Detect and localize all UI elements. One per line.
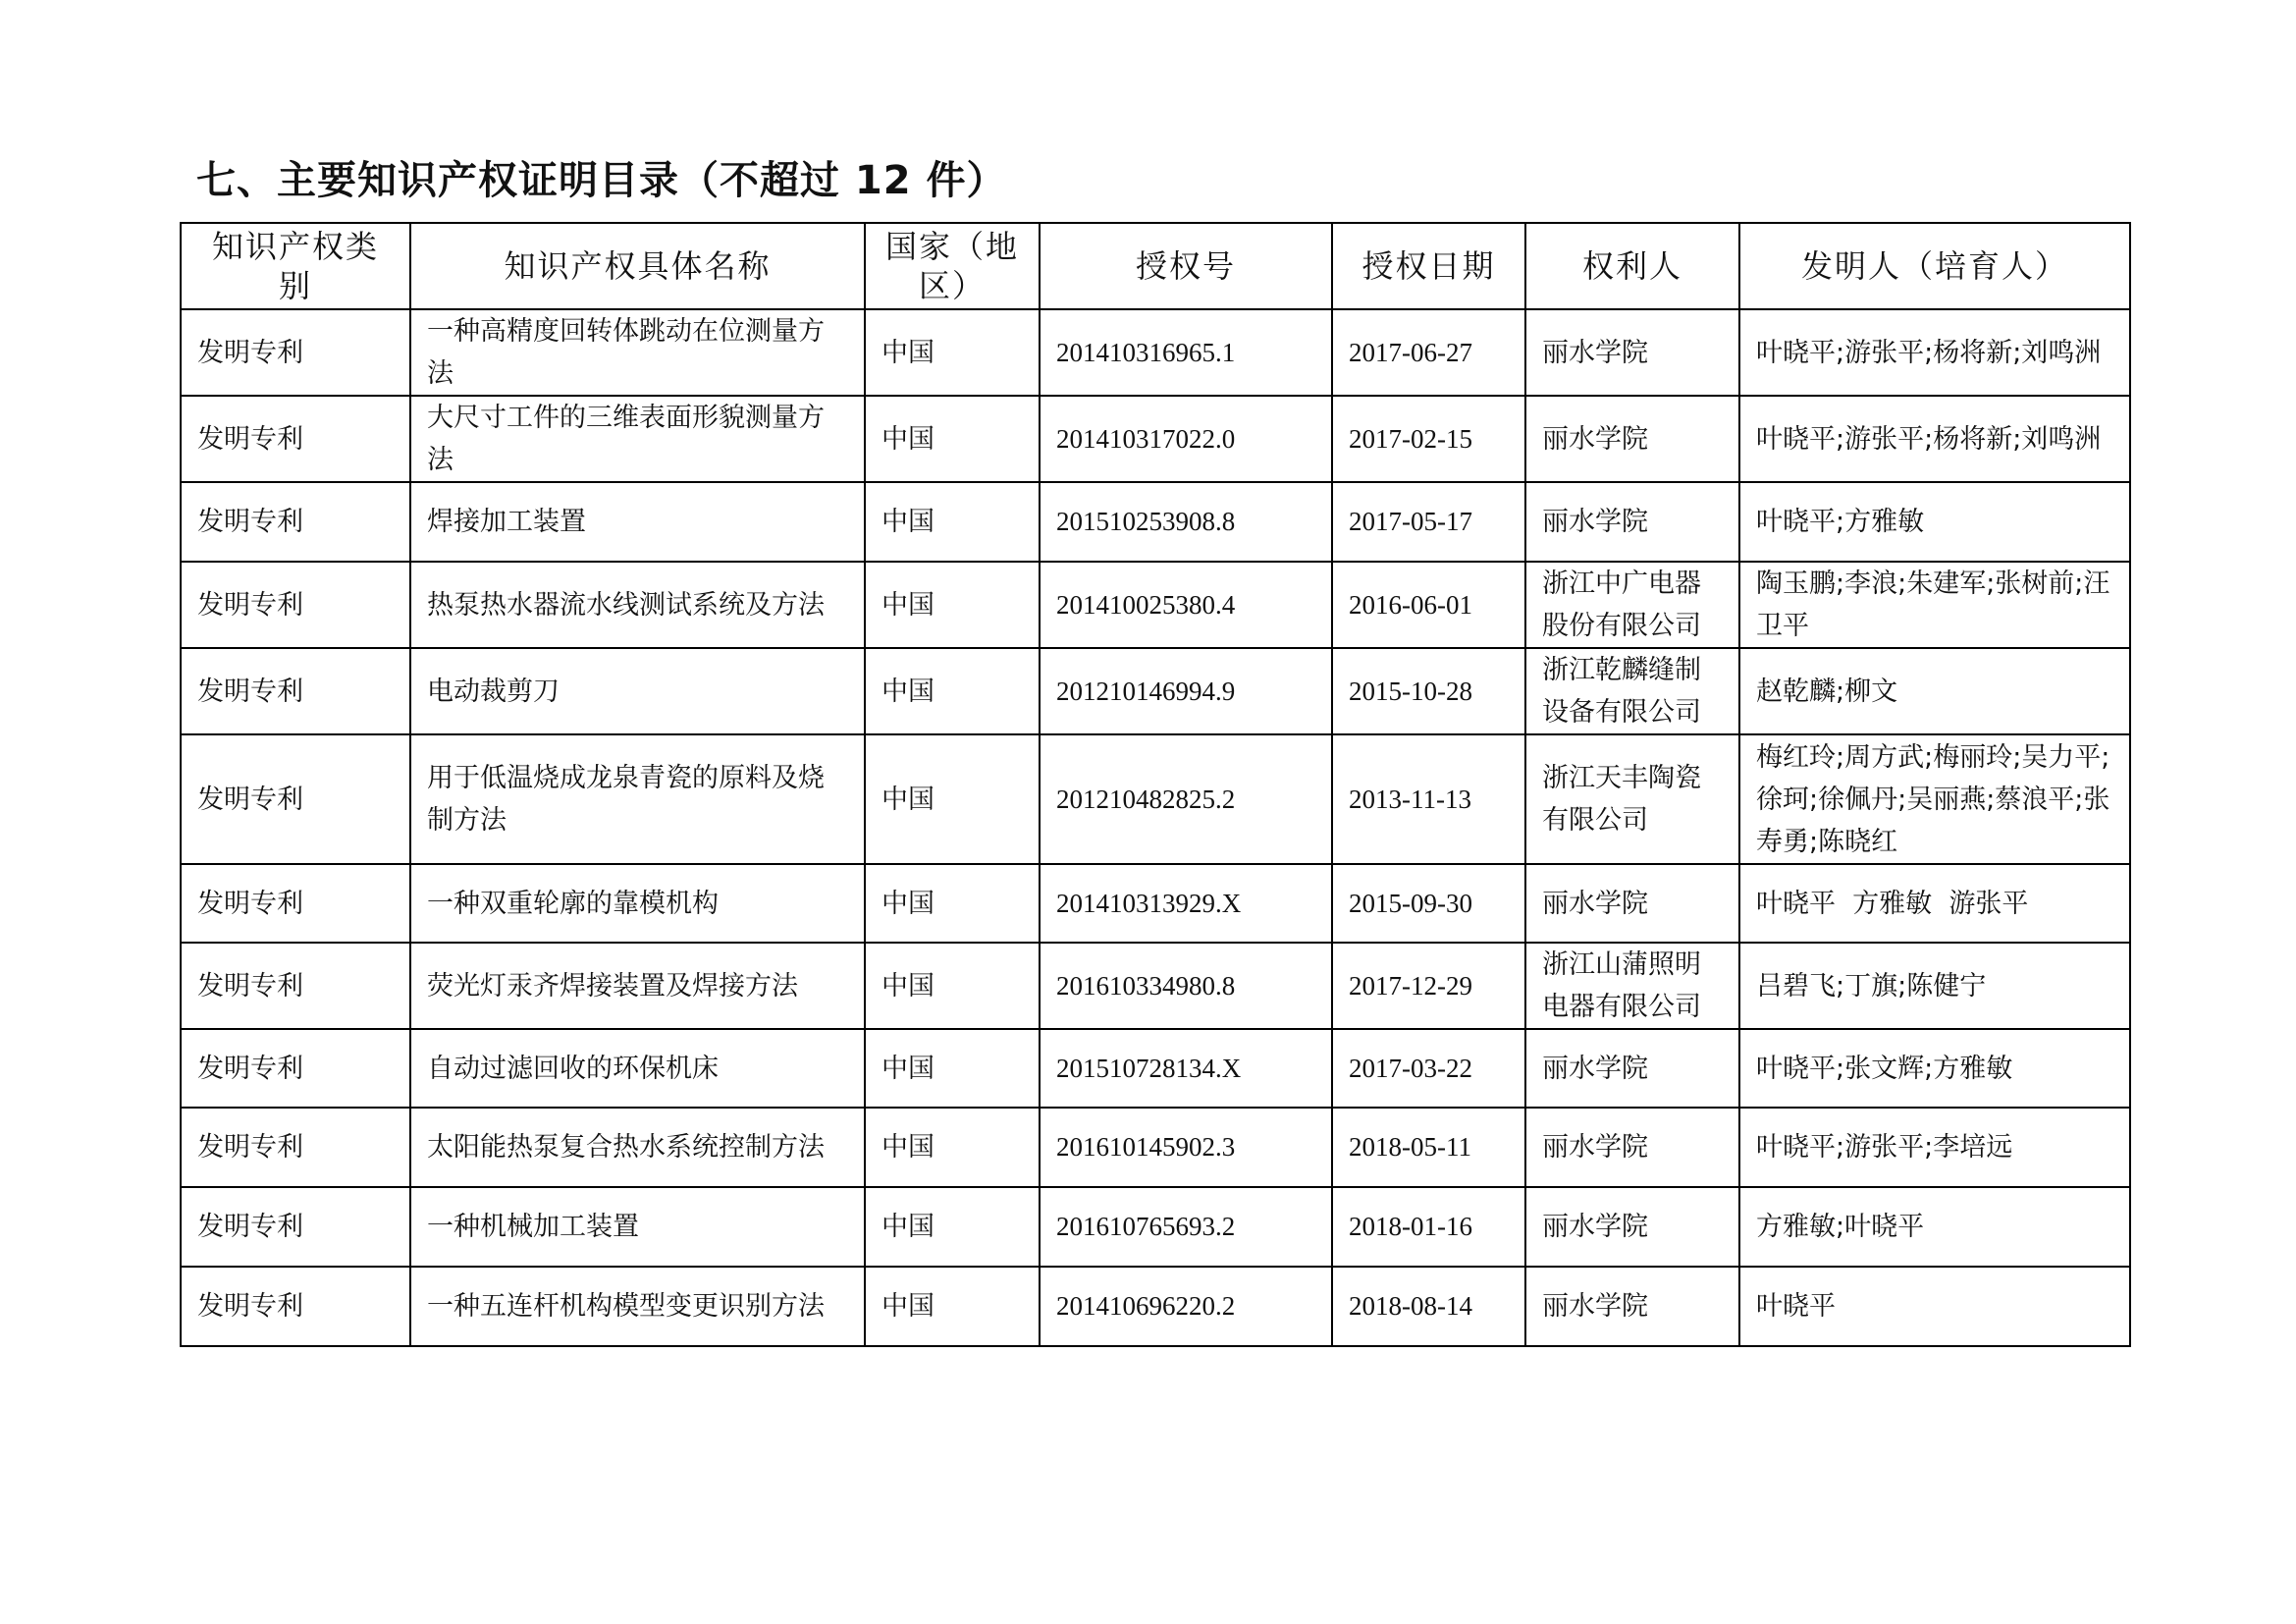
cell-holder: 丽水学院 bbox=[1525, 1108, 1739, 1187]
header-type: 知识产权类别 bbox=[181, 223, 410, 309]
cell-holder: 丽水学院 bbox=[1525, 1187, 1739, 1267]
table-row bbox=[181, 396, 2130, 482]
cell-holder: 浙江天丰陶瓷有限公司 bbox=[1525, 734, 1739, 864]
cell-holder: 浙江中广电器股份有限公司 bbox=[1525, 562, 1739, 648]
cell-inventors: 叶晓平;游张平;杨将新;刘鸣洲 bbox=[1739, 396, 2130, 482]
cell-inventors: 梅红玲;周方武;梅丽玲;吴力平;徐珂;徐佩丹;吴丽燕;蔡浪平;张寿勇;陈晓红 bbox=[1739, 734, 2130, 864]
cell-country: 中国 bbox=[865, 482, 1040, 562]
header-number: 授权号 bbox=[1040, 223, 1332, 309]
table-row bbox=[181, 482, 2130, 562]
cell-country: 中国 bbox=[865, 1108, 1040, 1187]
cell-type: 发明专利 bbox=[181, 943, 410, 1029]
header-holder: 权利人 bbox=[1525, 223, 1739, 309]
cell-country: 中国 bbox=[865, 734, 1040, 864]
cell-inventors: 赵乾麟;柳文 bbox=[1739, 648, 2130, 734]
cell-country: 中国 bbox=[865, 1187, 1040, 1267]
cell-holder: 丽水学院 bbox=[1525, 482, 1739, 562]
cell-number: 201410696220.2 bbox=[1040, 1267, 1332, 1346]
ip-table bbox=[180, 222, 2131, 1347]
cell-holder: 丽水学院 bbox=[1525, 864, 1739, 943]
cell-date: 2017-05-17 bbox=[1332, 482, 1525, 562]
cell-number: 201410316965.1 bbox=[1040, 309, 1332, 396]
table-row bbox=[181, 309, 2130, 396]
cell-number: 201610765693.2 bbox=[1040, 1187, 1332, 1267]
cell-country: 中国 bbox=[865, 396, 1040, 482]
table-header bbox=[181, 223, 2130, 309]
cell-inventors: 叶晓平;游张平;杨将新;刘鸣洲 bbox=[1739, 309, 2130, 396]
cell-number: 201410317022.0 bbox=[1040, 396, 1332, 482]
cell-type: 发明专利 bbox=[181, 734, 410, 864]
cell-name: 电动裁剪刀 bbox=[410, 648, 865, 734]
cell-name: 热泵热水器流水线测试系统及方法 bbox=[410, 562, 865, 648]
table-row bbox=[181, 562, 2130, 648]
cell-country: 中国 bbox=[865, 943, 1040, 1029]
cell-name: 焊接加工装置 bbox=[410, 482, 865, 562]
table-row bbox=[181, 943, 2130, 1029]
cell-number: 201610334980.8 bbox=[1040, 943, 1332, 1029]
cell-inventors: 叶晓平;张文辉;方雅敏 bbox=[1739, 1029, 2130, 1108]
cell-name: 用于低温烧成龙泉青瓷的原料及烧制方法 bbox=[410, 734, 865, 864]
cell-name: 一种五连杆机构模型变更识别方法 bbox=[410, 1267, 865, 1346]
cell-name: 自动过滤回收的环保机床 bbox=[410, 1029, 865, 1108]
cell-name: 一种高精度回转体跳动在位测量方法 bbox=[410, 309, 865, 396]
table-row bbox=[181, 1187, 2130, 1267]
cell-country: 中国 bbox=[865, 562, 1040, 648]
cell-name: 大尺寸工件的三维表面形貌测量方法 bbox=[410, 396, 865, 482]
cell-country: 中国 bbox=[865, 864, 1040, 943]
cell-type: 发明专利 bbox=[181, 396, 410, 482]
cell-holder: 丽水学院 bbox=[1525, 309, 1739, 396]
cell-holder: 浙江乾麟缝制设备有限公司 bbox=[1525, 648, 1739, 734]
table-row bbox=[181, 864, 2130, 943]
table-row bbox=[181, 1267, 2130, 1346]
header-name: 知识产权具体名称 bbox=[410, 223, 865, 309]
cell-inventors: 方雅敏;叶晓平 bbox=[1739, 1187, 2130, 1267]
cell-country: 中国 bbox=[865, 1267, 1040, 1346]
cell-type: 发明专利 bbox=[181, 1187, 410, 1267]
cell-holder: 浙江山蒲照明电器有限公司 bbox=[1525, 943, 1739, 1029]
cell-type: 发明专利 bbox=[181, 482, 410, 562]
cell-type: 发明专利 bbox=[181, 1029, 410, 1108]
cell-date: 2017-12-29 bbox=[1332, 943, 1525, 1029]
cell-country: 中国 bbox=[865, 1029, 1040, 1108]
cell-type: 发明专利 bbox=[181, 648, 410, 734]
cell-holder: 丽水学院 bbox=[1525, 1029, 1739, 1108]
cell-type: 发明专利 bbox=[181, 562, 410, 648]
cell-date: 2017-02-15 bbox=[1332, 396, 1525, 482]
cell-holder: 丽水学院 bbox=[1525, 1267, 1739, 1346]
cell-type: 发明专利 bbox=[181, 1267, 410, 1346]
cell-date: 2018-08-14 bbox=[1332, 1267, 1525, 1346]
table-row bbox=[181, 734, 2130, 864]
cell-name: 太阳能热泵复合热水系统控制方法 bbox=[410, 1108, 865, 1187]
cell-inventors: 吕碧飞;丁旗;陈健宁 bbox=[1739, 943, 2130, 1029]
cell-date: 2015-09-30 bbox=[1332, 864, 1525, 943]
cell-type: 发明专利 bbox=[181, 864, 410, 943]
header-inventors: 发明人（培育人） bbox=[1739, 223, 2130, 309]
cell-number: 201210482825.2 bbox=[1040, 734, 1332, 864]
table-row bbox=[181, 648, 2130, 734]
cell-number: 201410313929.X bbox=[1040, 864, 1332, 943]
cell-number: 201210146994.9 bbox=[1040, 648, 1332, 734]
cell-number: 201410025380.4 bbox=[1040, 562, 1332, 648]
cell-inventors: 叶晓平;游张平;李培远 bbox=[1739, 1108, 2130, 1187]
cell-inventors: 叶晓平 bbox=[1739, 1267, 2130, 1346]
cell-name: 荧光灯汞齐焊接装置及焊接方法 bbox=[410, 943, 865, 1029]
cell-country: 中国 bbox=[865, 309, 1040, 396]
cell-country: 中国 bbox=[865, 648, 1040, 734]
cell-date: 2016-06-01 bbox=[1332, 562, 1525, 648]
cell-name: 一种双重轮廓的靠模机构 bbox=[410, 864, 865, 943]
cell-date: 2013-11-13 bbox=[1332, 734, 1525, 864]
cell-name: 一种机械加工装置 bbox=[410, 1187, 865, 1267]
header-country: 国家（地区） bbox=[865, 223, 1040, 309]
cell-date: 2017-03-22 bbox=[1332, 1029, 1525, 1108]
cell-date: 2018-05-11 bbox=[1332, 1108, 1525, 1187]
page-title: 七、主要知识产权证明目录（不超过 12 件） bbox=[196, 158, 1007, 203]
table-row bbox=[181, 1029, 2130, 1108]
cell-number: 201610145902.3 bbox=[1040, 1108, 1332, 1187]
cell-date: 2018-01-16 bbox=[1332, 1187, 1525, 1267]
cell-date: 2015-10-28 bbox=[1332, 648, 1525, 734]
cell-holder: 丽水学院 bbox=[1525, 396, 1739, 482]
header-date: 授权日期 bbox=[1332, 223, 1525, 309]
cell-number: 201510253908.8 bbox=[1040, 482, 1332, 562]
cell-inventors: 叶晓平 方雅敏 游张平 bbox=[1739, 864, 2130, 943]
cell-inventors: 陶玉鹏;李浪;朱建军;张树前;汪卫平 bbox=[1739, 562, 2130, 648]
cell-type: 发明专利 bbox=[181, 309, 410, 396]
table-row bbox=[181, 1108, 2130, 1187]
cell-number: 201510728134.X bbox=[1040, 1029, 1332, 1108]
cell-inventors: 叶晓平;方雅敏 bbox=[1739, 482, 2130, 562]
cell-type: 发明专利 bbox=[181, 1108, 410, 1187]
cell-date: 2017-06-27 bbox=[1332, 309, 1525, 396]
